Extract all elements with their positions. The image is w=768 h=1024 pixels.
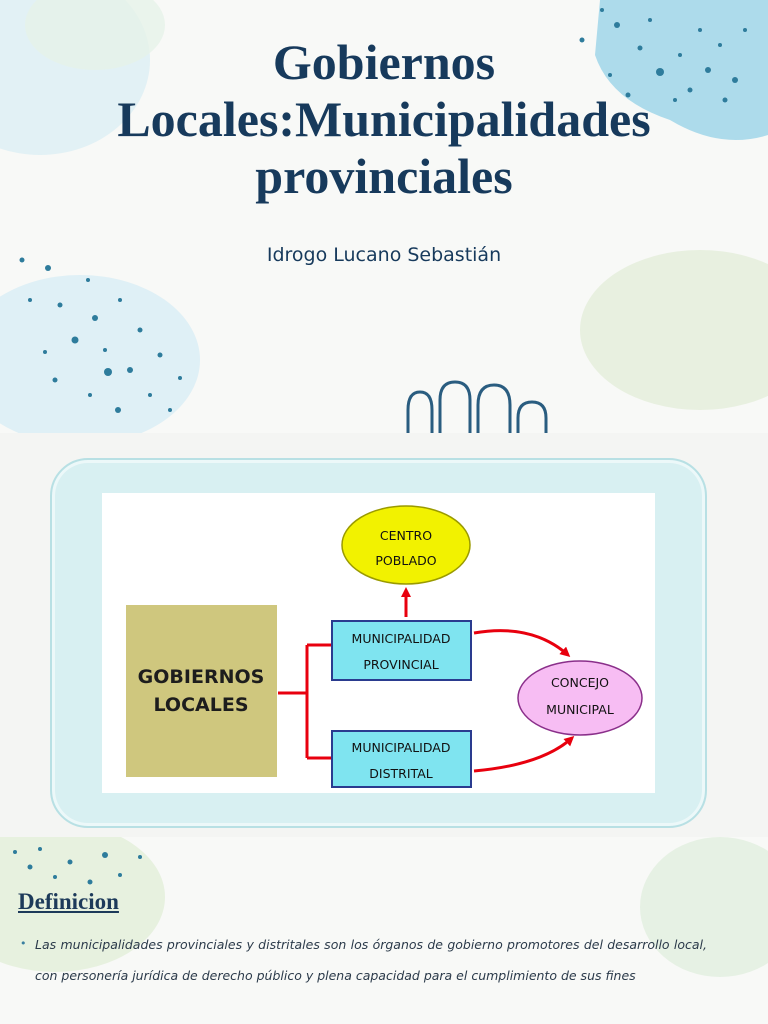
definition-heading: Definicion bbox=[18, 889, 119, 914]
org-diagram bbox=[102, 493, 655, 793]
centro-poblado-line-1: CENTRO bbox=[379, 528, 433, 543]
gobiernos-locales-box bbox=[126, 605, 277, 777]
connector-lines bbox=[278, 645, 332, 758]
provincial-line-2: PROVINCIAL bbox=[363, 657, 439, 672]
title-line-2: Locales:Municipalidades bbox=[117, 91, 651, 147]
centro-poblado-node bbox=[342, 506, 470, 584]
diagram-slide bbox=[0, 433, 768, 837]
centro-poblado-line-2: POBLADO bbox=[375, 553, 437, 568]
definition-slide bbox=[0, 837, 768, 1024]
definition-text: Las municipalidades provinciales y distritales son los órganos de gobierno promotores del desarrollo local, con personería jurídica de derecho público y plena capacidad para el cumplimiento de sus fines bbox=[35, 937, 707, 983]
municipalidad-provincial-node bbox=[332, 621, 471, 680]
arrow-distrital-to-concejo bbox=[474, 738, 572, 771]
gobiernos-locales-line-1: GOBIERNOS bbox=[137, 666, 265, 688]
concejo-line-2: MUNICIPAL bbox=[546, 702, 614, 717]
author-name: Idrogo Lucano Sebastián bbox=[266, 244, 502, 266]
provincial-line-1: MUNICIPALIDAD bbox=[351, 631, 451, 646]
municipalidad-distrital-node bbox=[332, 731, 471, 787]
concejo-municipal-node bbox=[518, 661, 642, 735]
distrital-line-2: DISTRITAL bbox=[369, 766, 433, 781]
title-slide bbox=[0, 0, 768, 433]
page-title bbox=[40, 34, 728, 205]
title-line-3: provinciales bbox=[255, 148, 513, 204]
concejo-line-1: CONCEJO bbox=[550, 675, 610, 690]
arrow-provincial-to-concejo bbox=[474, 631, 568, 655]
bullet-icon: • bbox=[20, 937, 27, 950]
distrital-line-1: MUNICIPALIDAD bbox=[351, 740, 451, 755]
title-line-1: Gobiernos bbox=[272, 34, 496, 90]
gobiernos-locales-line-2: LOCALES bbox=[153, 694, 249, 716]
